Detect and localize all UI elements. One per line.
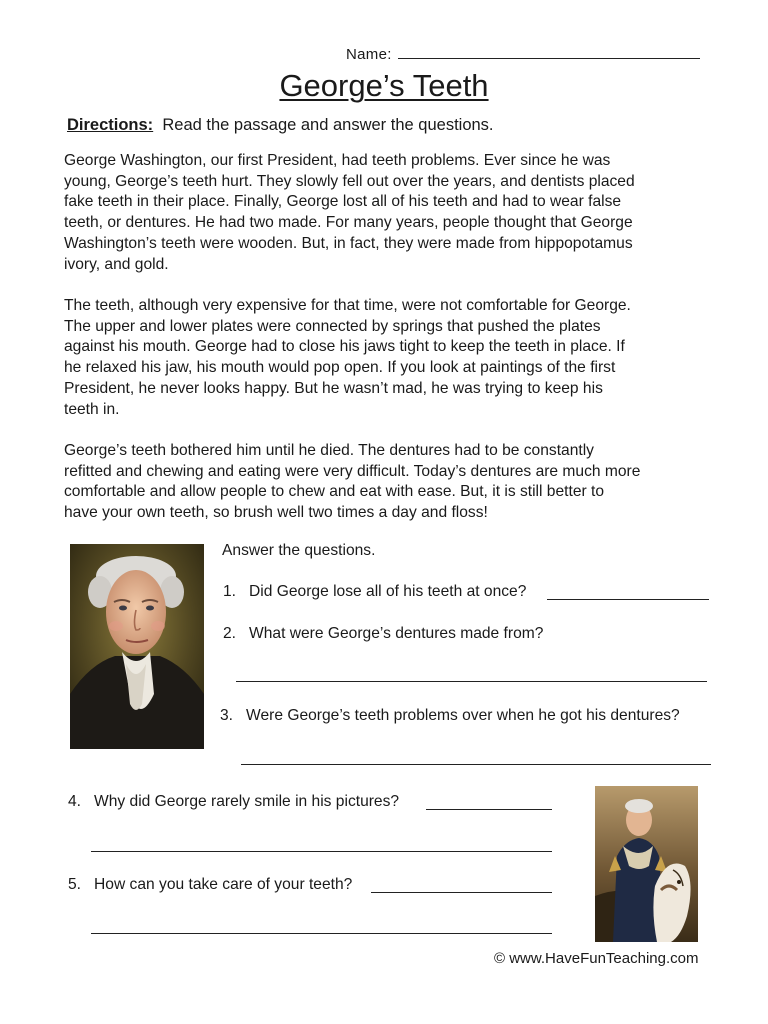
passage-line: comfortable and allow people to chew and eat with ease. But, it is still better to	[64, 483, 605, 501]
passage-line: teeth in.	[64, 400, 120, 418]
question-number: 4.	[68, 793, 82, 810]
question-1	[223, 583, 526, 601]
question-number: 1.	[223, 583, 237, 600]
question-number: 2.	[223, 625, 237, 642]
passage-paragraph-2	[64, 296, 704, 420]
question-number: 3.	[220, 707, 234, 724]
directions-text: Read the passage and answer the questions.	[162, 116, 494, 134]
passage-paragraph-1	[64, 151, 704, 275]
question-text: How can you take care of your teeth?	[94, 876, 353, 893]
passage-line: have your own teeth, so brush well two times a day and floss!	[64, 504, 488, 522]
answer-4-line-b[interactable]	[91, 851, 552, 852]
worksheet-title: George’s Teeth	[279, 68, 489, 103]
directions	[67, 116, 494, 135]
passage-line: young, George’s teeth hurt. They slowly fell out over the years, and dentists placed	[64, 172, 635, 190]
question-text: What were George’s dentures made from?	[249, 625, 544, 642]
passage-paragraph-3	[64, 441, 704, 524]
question-5	[68, 876, 352, 894]
passage-line: President, he never looks happy. But he wasn’t mad, he was trying to keep his	[64, 379, 603, 397]
copyright-footer: © www.HaveFunTeaching.com	[494, 950, 699, 967]
name-label: Name:	[346, 46, 392, 63]
george-washington-portrait-image	[70, 544, 204, 749]
passage-line: refitted and chewing and eating were very difficult. Today’s dentures are much more	[64, 462, 641, 480]
directions-label: Directions:	[67, 116, 154, 134]
passage-line: Washington’s teeth were wooden. But, in fact, they were made from hippopotamus	[64, 234, 633, 252]
passage-line: The upper and lower plates were connected by springs that pushed the plates	[64, 317, 601, 335]
answer-5-line-a[interactable]	[371, 892, 552, 893]
passage-line: George’s teeth bothered him until he died. The dentures had to be constantly	[64, 442, 594, 459]
answer-2-line[interactable]	[236, 681, 707, 682]
passage-line: The teeth, although very expensive for that time, were not comfortable for George.	[64, 297, 631, 314]
question-3	[220, 707, 680, 725]
question-text: Why did George rarely smile in his pictures?	[94, 793, 400, 810]
answer-4-line-a[interactable]	[426, 809, 552, 810]
question-2	[223, 625, 543, 643]
washington-with-horse-image	[595, 786, 698, 942]
passage-line: ivory, and gold.	[64, 255, 169, 273]
passage-line: teeth, or dentures. He had two made. For many years, people thought that George	[64, 214, 633, 232]
name-row	[346, 46, 700, 63]
name-blank-line[interactable]	[398, 46, 700, 59]
answer-5-line-b[interactable]	[91, 933, 552, 934]
question-text: Did George lose all of his teeth at once?	[249, 583, 527, 600]
question-text: Were George’s teeth problems over when he got his dentures?	[246, 707, 680, 724]
question-number: 5.	[68, 876, 82, 893]
answer-1-line[interactable]	[547, 599, 709, 600]
answer-3-line[interactable]	[241, 764, 711, 765]
passage-line: fake teeth in their place. Finally, George lost all of his teeth and had to wear false	[64, 193, 622, 211]
question-4	[68, 793, 399, 811]
passage-line: George Washington, our first President, had teeth problems. Ever since he was	[64, 152, 611, 169]
passage-line: he relaxed his jaw, his mouth would pop open. If you look at paintings of the first	[64, 359, 616, 377]
answer-instructions: Answer the questions.	[222, 542, 376, 559]
passage-line: against his mouth. George had to close his jaws tight to keep the teeth in place. If	[64, 338, 625, 356]
